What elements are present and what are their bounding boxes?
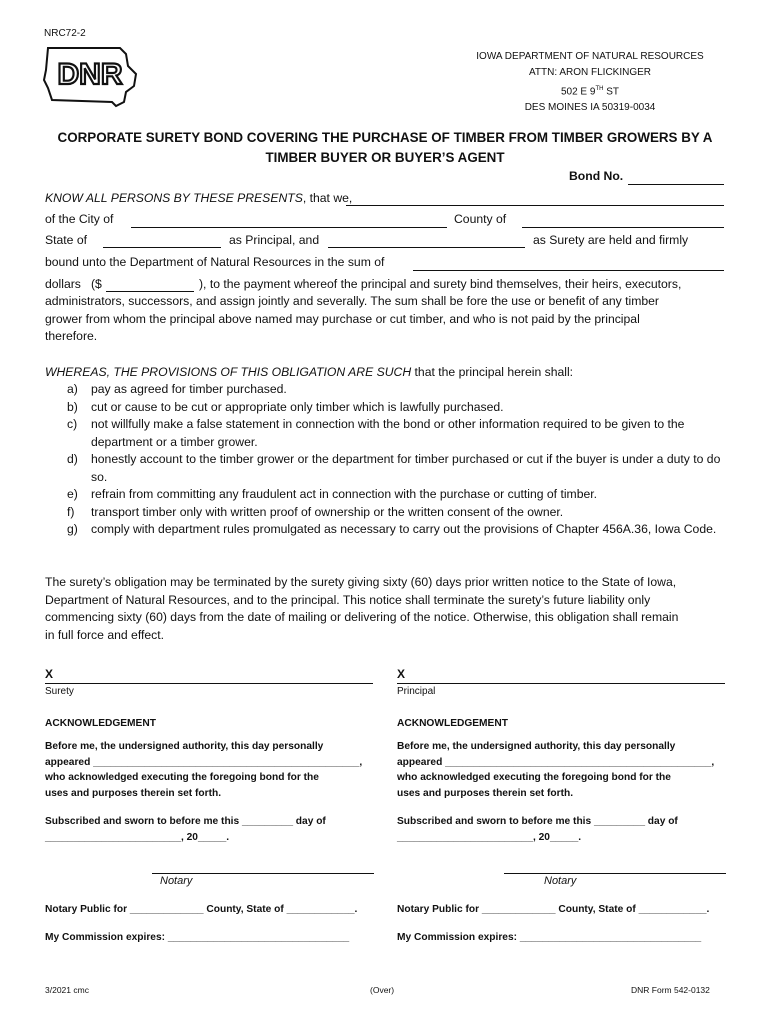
bond-no-field[interactable]	[628, 184, 724, 185]
commission-principal: My Commission expires: ________________________________	[397, 932, 702, 943]
dollars-label: dollars	[45, 277, 81, 291]
provision-item	[45, 416, 735, 451]
principal-signature-line[interactable]	[397, 683, 725, 684]
address-line-4: DES MOINES IA 50319-0034	[524, 102, 656, 114]
surety-x-mark: X	[45, 667, 54, 681]
sworn-text-surety: Subscribed and sworn to before me this _________ day of ________________________, 20_____.	[45, 816, 326, 843]
provision-letter: g)	[67, 522, 78, 536]
ack-text-principal: Before me, the undersigned authority, this day personally appeared _______________________________________________, who acknowledged executing the foregoing bond for the uses and purposes therein set forth.	[397, 741, 715, 799]
provision-letter: f)	[67, 504, 75, 519]
surety-signature-label: Surety	[45, 686, 74, 697]
sworn-text-principal: Subscribed and sworn to before me this _________ day of ________________________, 20_____.	[397, 816, 678, 843]
principal-signature-label: Principal	[397, 686, 436, 697]
form-code: NRC72-2	[44, 28, 86, 39]
bond-no-label: Bond No.	[569, 169, 624, 183]
provision-letter: a)	[67, 382, 78, 396]
dollars-rest: ), to the payment whereof the principal and surety bind themselves, their heirs, executors,	[199, 277, 682, 291]
state-label: State of	[45, 233, 88, 247]
provision-text: honestly account to the timber grower or the department for timber purchased or cut if the buyer is under a duty to do so.	[91, 452, 721, 484]
ack-heading-principal: ACKNOWLEDGEMENT	[397, 718, 508, 729]
page-title: CORPORATE SURETY BOND COVERING THE PURCHASE OF TIMBER FROM TIMBER GROWERS BY A TIMBER BUYER OR BUYER’S AGENT	[57, 130, 713, 165]
provision-letter: d)	[67, 452, 78, 466]
principal-x-mark: X	[397, 667, 406, 681]
mailing-address	[440, 49, 740, 116]
city-field[interactable]	[131, 227, 447, 228]
address-line-3: 502 E 9TH ST	[560, 86, 620, 98]
provision-item	[45, 451, 735, 486]
dollar-paren: ($	[91, 277, 102, 291]
provision-letter: c)	[67, 417, 78, 431]
provision-text: refrain from committing any fraudulent act in connection with the purchase or cutting of timber.	[91, 487, 598, 501]
sum-amount-field[interactable]	[106, 291, 194, 292]
obligors-field[interactable]	[346, 205, 724, 206]
iowa-map-logo	[42, 40, 142, 112]
provision-text: transport timber only with written proof of ownership or the written consent of the owner.	[91, 504, 564, 519]
dnr-logo	[42, 40, 142, 112]
notary-label-principal: Notary	[544, 875, 577, 887]
notary-label-surety: Notary	[160, 875, 193, 887]
bond-paragraph: administrators, successors, and assign jointly and severally. The sum shall be fore the use or benefit of any timber grower from whom the principal above named may purchase or cut timber, and who is not paid by the principal therefore.	[45, 294, 659, 343]
city-label: of the City of	[45, 212, 114, 226]
surety-name-field[interactable]	[328, 247, 525, 248]
provision-item	[45, 504, 735, 522]
ack-heading-surety: ACKNOWLEDGEMENT	[45, 718, 156, 729]
provision-letter: e)	[67, 487, 78, 501]
provision-item	[45, 399, 735, 417]
notary-signature-line-principal[interactable]	[504, 873, 726, 874]
county-label: County of	[454, 212, 507, 226]
whereas-text: WHEREAS, THE PROVISIONS OF THIS OBLIGATION ARE SUCH that the principal herein shall:	[45, 365, 574, 379]
surety-signature-line[interactable]	[45, 683, 373, 684]
provision-item	[45, 381, 735, 399]
provision-text: pay as agreed for timber purchased.	[91, 382, 287, 396]
county-field[interactable]	[522, 227, 724, 228]
notary-public-surety: Notary Public for _____________ County, State of ____________.	[45, 904, 358, 915]
provision-letter: b)	[67, 399, 78, 414]
footer-date: 3/2021 cmc	[45, 985, 89, 995]
footer-form-number: DNR Form 542-0132	[631, 985, 710, 995]
state-field[interactable]	[103, 247, 221, 248]
logo-text: DNR	[57, 58, 123, 91]
bound-text: bound unto the Department of Natural Resources in the sum of	[45, 255, 385, 269]
commission-surety: My Commission expires: ________________________________	[45, 932, 350, 943]
notary-signature-line-surety[interactable]	[152, 873, 374, 874]
address-line-1: IOWA DEPARTMENT OF NATURAL RESOURCES	[476, 51, 704, 62]
address-line-2: ATTN: ARON FLICKINGER	[528, 67, 652, 78]
provision-item	[45, 521, 735, 539]
termination-paragraph: The surety’s obligation may be terminated by the surety giving sixty (60) days prior written notice to the State of Iowa, Department of Natural Resources, and to the principal. This notice shall terminate the surety’s future liability only commencing sixty (60) days from the date of mailing or delivering of the notice. Otherwise, this obligation shall remain in full force and effect.	[45, 575, 679, 642]
footer-over: (Over)	[370, 985, 395, 995]
provision-item	[45, 486, 735, 504]
know-all-text: KNOW ALL PERSONS BY THESE PRESENTS, that we,	[45, 191, 353, 205]
provisions-list	[45, 381, 735, 539]
provision-text: comply with department rules promulgated as necessary to carry out the provisions of Chapter 456A.36, Iowa Code.	[91, 522, 717, 536]
notary-public-principal: Notary Public for _____________ County, State of ____________.	[397, 904, 710, 915]
principal-label: as Principal, and	[229, 233, 320, 247]
sum-words-field[interactable]	[413, 270, 724, 271]
provision-text: cut or cause to be cut or appropriate only timber which is lawfully purchased.	[91, 399, 504, 414]
provision-text: not willfully make a false statement in connection with the bond or other information required to be given to the department or a timber grower.	[91, 417, 685, 449]
ack-text-surety: Before me, the undersigned authority, this day personally appeared _______________________________________________, who acknowledged executing the foregoing bond for the uses and purposes therein set forth.	[45, 741, 363, 799]
surety-label: as Surety are held and firmly	[533, 233, 689, 247]
